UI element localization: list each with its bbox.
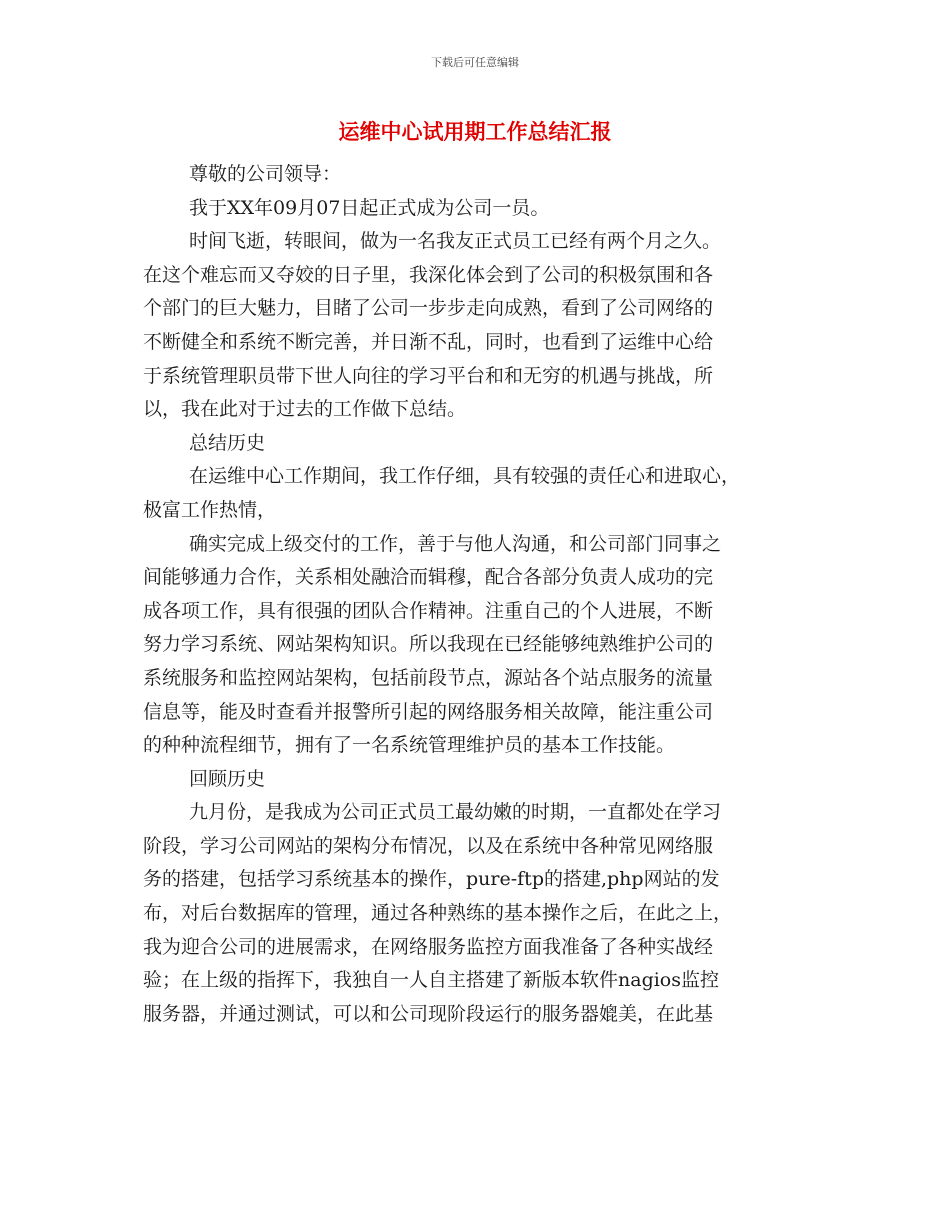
text-line: 总结历史: [189, 431, 266, 454]
text-line: 于系统管理职员带下世人向往的学习平台和和无穷的机遇与挑战，所: [143, 364, 714, 387]
text-line: 不断健全和系统不断完善，并日渐不乱，同时，也看到了运维中心给: [143, 330, 714, 353]
text-line: 我于XX年09月07日起正式成为公司一员。: [189, 196, 550, 219]
text-line: 验；在上级的指挥下，我独自一人自主搭建了新版本软件nagios监控: [143, 969, 719, 992]
text-line: 阶段，学习公司网站的架构分布情况，以及在系统中各种常见网络服: [143, 834, 714, 857]
page-header: 下载后可任意编辑: [431, 56, 519, 69]
text-line: 以，我在此对于过去的工作做下总结。: [143, 398, 467, 421]
text-line: 极富工作热情，: [143, 498, 277, 521]
text-line: 布，对后台数据库的管理，通过各种熟练的基本操作之后，在此之上，: [143, 902, 733, 925]
text-line: 个部门的巨大魅力，目睹了公司一步步走向成熟，看到了公司网络的: [143, 297, 714, 320]
document-title: 运维中心试用期工作总结汇报: [338, 120, 612, 144]
text-line: 信息等，能及时查看并报警所引起的网络服务相关故障，能注重公司: [143, 700, 714, 723]
text-line: 尊敬的公司领导：: [189, 163, 342, 185]
text-line: 确实完成上级交付的工作，善于与他人沟通，和公司部门同事之: [189, 532, 722, 555]
text-line: 的种种流程细节，拥有了一名系统管理维护员的基本工作技能。: [143, 734, 676, 757]
text-line: 回顾历史: [189, 767, 266, 790]
text-line: 系统服务和监控网站架构，包括前段节点，源站各个站点服务的流量: [143, 666, 714, 689]
text-line: 九月份，是我成为公司正式员工最幼嫩的时期，一直都处在学习: [189, 801, 722, 824]
text-line: 时间飞逝，转眼间，做为一名我友正式员工已经有两个月之久。: [189, 230, 722, 253]
text-line: 努力学习系统、网站架构知识。所以我现在已经能够纯熟维护公司的: [143, 633, 714, 656]
text-line: 务的搭建，包括学习系统基本的操作，pure-ftp的搭建,php网站的发: [143, 868, 720, 891]
text-line: 在这个难忘而又夺姣的日子里，我深化体会到了公司的积极氛围和各: [143, 263, 714, 286]
text-line: 成各项工作，具有很强的团队合作精神。注重自己的个人进展，不断: [143, 599, 714, 622]
text-line: 间能够通力合作，关系相处融洽而辑穆，配合各部分负责人成功的完: [143, 566, 714, 589]
text-line: 在运维中心工作期间，我工作仔细，具有较强的责任心和进取心，: [189, 465, 741, 488]
text-line: 我为迎合公司的进展需求，在网络服务监控方面我准备了各种实战经: [143, 935, 714, 958]
text-line: 服务器，并通过测试，可以和公司现阶段运行的服务器媲美，在此基: [143, 1002, 714, 1025]
document-body: [143, 158, 813, 1031]
